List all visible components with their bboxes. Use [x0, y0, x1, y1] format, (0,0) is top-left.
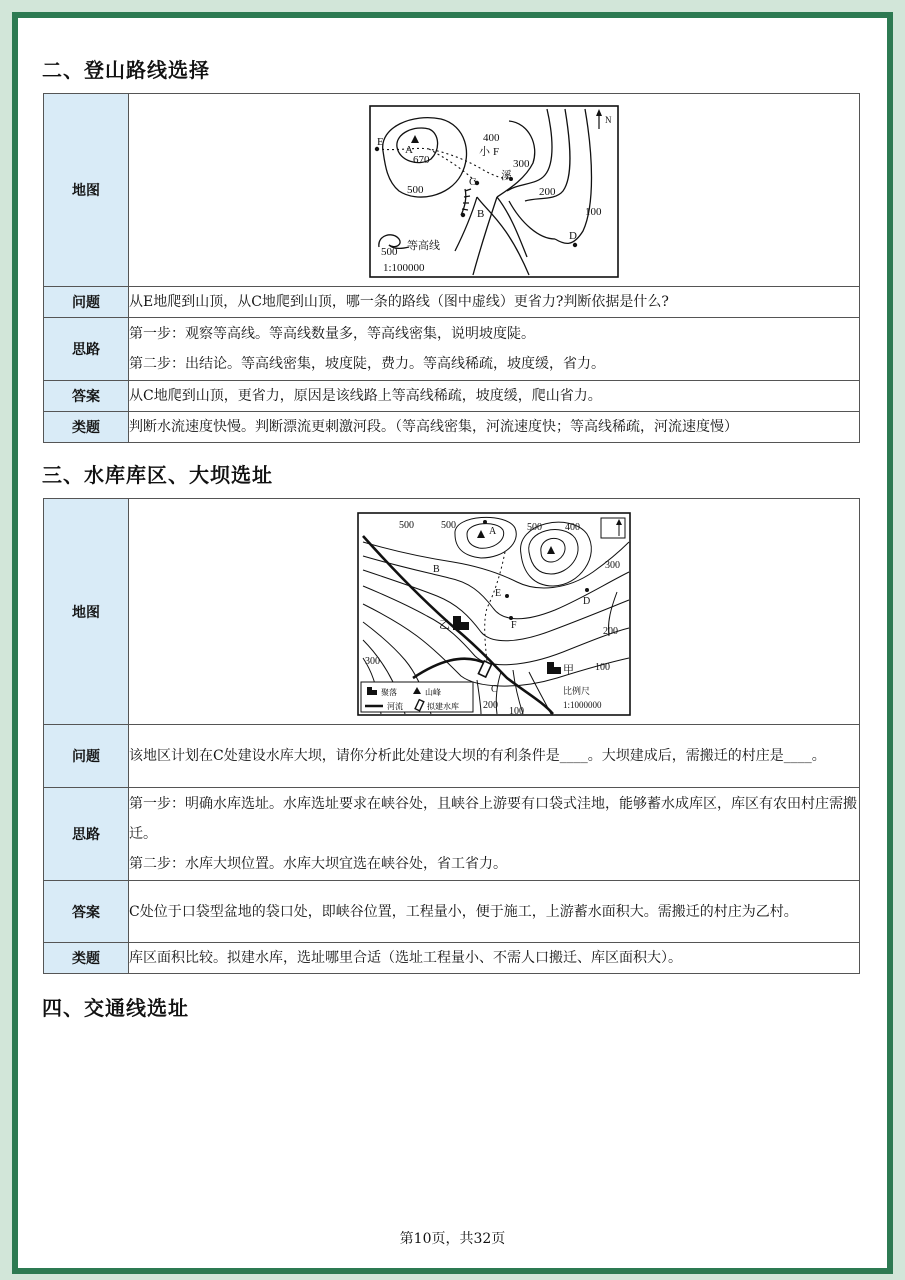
answer-text: C处位于口袋型盆地的袋口处，即峡谷位置，工程量小，便于施工，上游蓄水面积大。需搬迁的村庄为乙村。 — [129, 881, 860, 943]
map-point-a: A — [405, 144, 413, 156]
contour-label-300r: 300 — [605, 559, 620, 571]
map-point-d: D — [569, 230, 577, 242]
map-label: 地图 — [44, 94, 129, 287]
map-cell — [129, 499, 860, 725]
contour-label-500b: 500 — [441, 519, 456, 531]
map-point-a: A — [489, 525, 497, 537]
peak-elevation: 670 — [413, 154, 430, 166]
north-label: N — [605, 115, 612, 125]
page-number: 第10页，共32页 — [399, 1231, 506, 1247]
map-point-f: F — [493, 146, 500, 158]
section-title-climbing: 二、登山路线选择 — [42, 58, 210, 82]
legend-river: 河流 — [387, 701, 403, 711]
map-point-c: C — [469, 176, 477, 188]
map-cell — [129, 94, 860, 287]
north-arrow-icon — [601, 518, 625, 538]
contour-map-reservoir — [357, 512, 631, 716]
contour-map-climbing — [369, 105, 619, 279]
contour-label-300: 300 — [513, 158, 530, 170]
similar-label: 类题 — [44, 412, 129, 443]
contour-label-400: 400 — [483, 132, 500, 144]
thinking-label: 思路 — [44, 788, 129, 881]
contour-label-500: 500 — [407, 184, 424, 196]
answer-label: 答案 — [44, 881, 129, 943]
similar-label: 类题 — [44, 943, 129, 974]
contour-label-200b: 200 — [483, 699, 498, 711]
map-point-d: D — [583, 595, 591, 607]
contour-label-500c: 500 — [527, 521, 542, 533]
contour-label-100b: 100 — [509, 705, 524, 716]
thinking-step-2: 第二步：水库大坝位置。水库大坝宜选在峡谷处，省工省力。 — [129, 856, 507, 872]
thinking-text — [129, 788, 860, 881]
map-legend — [361, 682, 473, 712]
contour-label-400: 400 — [565, 521, 580, 533]
contour-label-100: 100 — [585, 206, 602, 218]
contour-label-200r: 200 — [603, 625, 618, 637]
map-point-c: C — [491, 683, 498, 695]
village-yi-label: 乙 — [439, 618, 450, 631]
question-text: 从E地爬到山顶，从C地爬到山顶，哪一条的路线（图中虚线）更省力?判断依据是什么? — [129, 287, 860, 318]
question-label: 问题 — [44, 725, 129, 788]
map-scale: 1:1000000 — [563, 699, 602, 710]
answer-label: 答案 — [44, 381, 129, 412]
climbing-table — [43, 93, 860, 443]
thinking-text — [129, 318, 860, 381]
thinking-step-1: 第一步：明确水库选址。水库选址要求在峡谷处，且峡谷上游要有口袋式洼地，能够蓄水成库区，库区有农田村庄需搬迁。 — [129, 796, 857, 842]
village-jia-label: 甲 — [563, 663, 574, 676]
reservoir-table — [43, 498, 860, 974]
contour-label-200: 200 — [539, 186, 556, 198]
contour-label-100r: 100 — [595, 661, 610, 673]
answer-text: 从C地爬到山顶，更省力，原因是该线路上等高线稀疏，坡度缓，爬山省力。 — [129, 381, 860, 412]
map-point-b: B — [477, 208, 485, 220]
legend-contour-value: 500 — [381, 246, 398, 258]
legend-reservoir: 拟建水库 — [427, 701, 459, 711]
thinking-label: 思路 — [44, 318, 129, 381]
section-title-transport: 四、交通线选址 — [42, 996, 189, 1020]
question-label: 问题 — [44, 287, 129, 318]
legend-peak: 山峰 — [425, 687, 441, 697]
map-scale: 1:100000 — [383, 262, 425, 274]
thinking-step-1: 第一步：观察等高线。等高线数量多，等高线密集，说明坡度陡。 — [129, 326, 535, 342]
contour-label-500a: 500 — [399, 519, 414, 531]
contour-label-300l: 300 — [365, 655, 380, 667]
stream-char-2: 溪 — [501, 170, 512, 182]
stream-char-1: 小 — [479, 146, 490, 158]
map-label: 地图 — [44, 499, 129, 725]
section-title-reservoir: 三、水库库区、大坝选址 — [42, 463, 273, 487]
similar-text: 库区面积比较。拟建水库，选址哪里合适（选址工程量小、不需人口搬迁、库区面积大）。 — [129, 943, 860, 974]
map-point-f: F — [511, 619, 517, 631]
thinking-step-2: 第二步：出结论。等高线密集，坡度陡，费力。等高线稀疏，坡度缓，省力。 — [129, 356, 605, 372]
map-point-b: B — [433, 563, 440, 575]
map-point-e: E — [495, 587, 502, 599]
question-text: 该地区计划在C处建设水库大坝，请你分析此处建设大坝的有利条件是____。大坝建成后，需搬迁的村庄是____。 — [129, 725, 860, 788]
legend-settlement: 聚落 — [381, 687, 397, 697]
similar-text: 判断水流速度快慢。判断漂流更刺激河段。（等高线密集，河流速度快；等高线稀疏，河流速度慢） — [129, 412, 860, 443]
legend-contour-text: 等高线 — [407, 240, 440, 252]
scale-label: 比例尺 — [563, 685, 591, 696]
map-point-e: E — [377, 136, 384, 148]
